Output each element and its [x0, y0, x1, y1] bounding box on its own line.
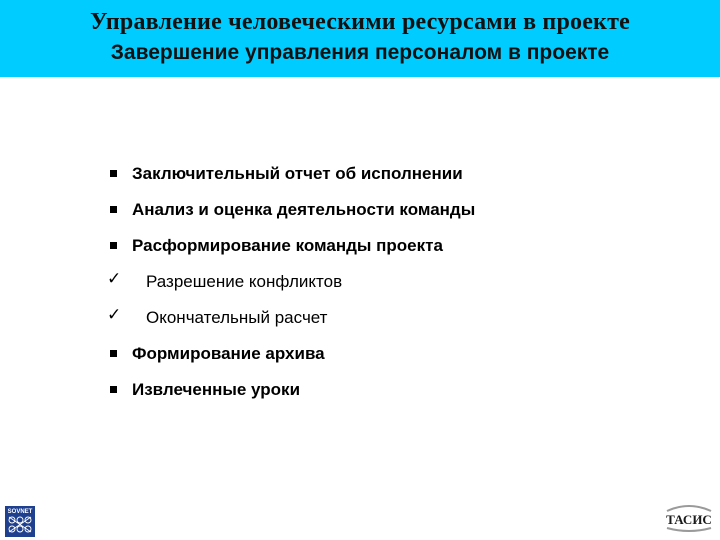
square-bullet-icon — [110, 170, 117, 177]
tacis-logo-text: ТАСИС — [666, 512, 712, 527]
square-bullet-icon — [110, 206, 117, 213]
square-bullet-icon — [110, 242, 117, 249]
checkmark-bullet-icon: ✓ — [107, 269, 122, 289]
list-item-text: Расформирование команды проекта — [132, 236, 443, 255]
header-banner — [0, 0, 720, 77]
tacis-logo-icon — [663, 503, 715, 533]
checkmark-bullet-icon: ✓ — [107, 305, 122, 325]
list-item-text: Окончательный расчет — [146, 308, 328, 327]
sovnet-logo-icon — [5, 506, 35, 537]
list-item-text: Анализ и оценка деятельности команды — [132, 200, 476, 219]
square-bullet-icon — [110, 386, 117, 393]
list-item-text: Заключительный отчет об исполнении — [132, 164, 463, 183]
list-item-text: Разрешение конфликтов — [146, 272, 343, 291]
slide-subtitle: Завершение управления персоналом в проекте — [110, 41, 610, 64]
list-item-text: Формирование архива — [132, 344, 325, 363]
list-item-text: Извлеченные уроки — [132, 380, 301, 399]
sovnet-logo-text: SOVNET — [7, 509, 33, 515]
square-bullet-icon — [110, 350, 117, 357]
slide-title: Управление человеческими ресурсами в проекте — [90, 9, 630, 35]
